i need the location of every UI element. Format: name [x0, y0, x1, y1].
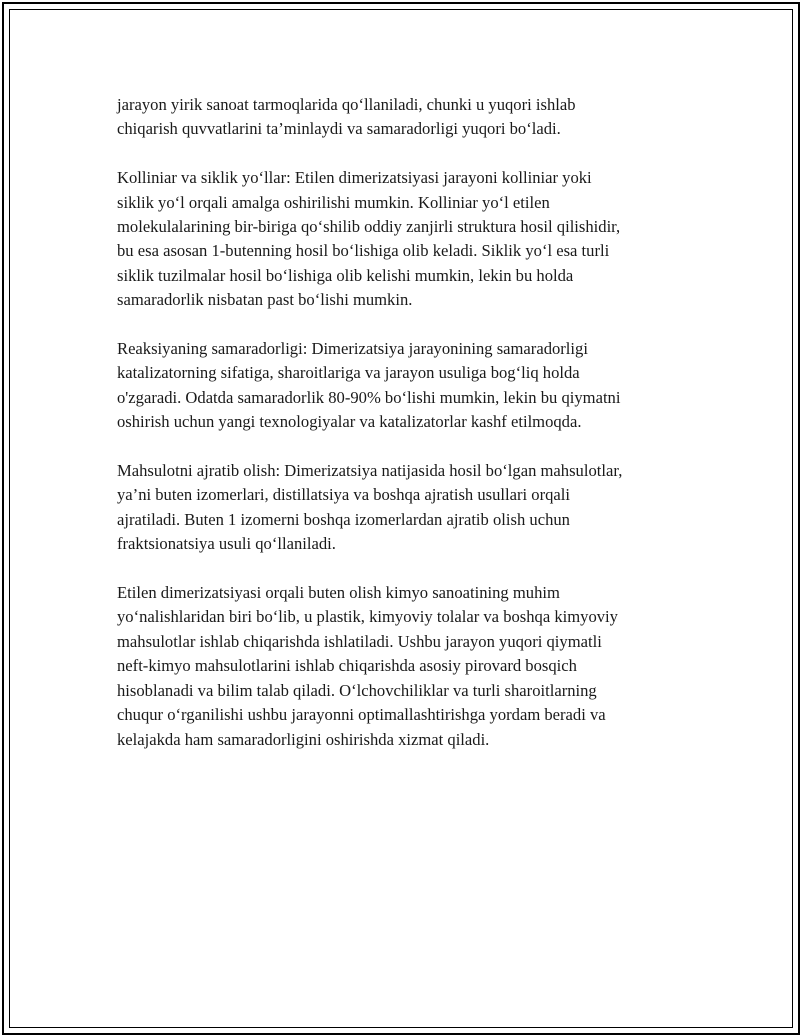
text-line: siklik yo‘l orqali amalga oshirilishi mumkin. Kolliniar yo‘l etilen: [117, 192, 550, 212]
text-line: Kolliniar va siklik yo‘llar: Etilen dimerizatsiyasi jarayoni kolliniar yoki: [117, 168, 592, 188]
text-line: fraktsionatsiya usuli qo‘llaniladi.: [117, 534, 336, 554]
text-line: hisoblanadi va bilim talab qiladi. O‘lchovchiliklar va turli sharoitlarning: [117, 680, 597, 700]
text-line: jarayon yirik sanoat tarmoqlarida qo‘llaniladi, chunki u yuqori ishlab: [117, 95, 576, 114]
paragraph-reaction-efficiency: [117, 337, 697, 435]
text-line: katalizatorning sifatiga, sharoitlariga va jarayon usuliga bog‘liq holda: [117, 363, 580, 383]
text-line: oshirish uchun yangi texnologiyalar va katalizatorlar kashf etilmoqda.: [117, 412, 582, 432]
paragraph-intro-continuation: [117, 93, 697, 142]
text-line: kelajakda ham samaradorligini oshirishda xizmat qiladi.: [117, 729, 490, 749]
text-line: ya’ni buten izomerlari, distillatsiya va boshqa ajratish usullari orqali: [117, 485, 570, 505]
text-line: Mahsulotni ajratib olish: Dimerizatsiya natijasida hosil bo‘lgan mahsulotlar,: [117, 461, 623, 481]
text-line: chuqur o‘rganilishi ushbu jarayonni optimallashtirishga yordam beradi va: [117, 705, 606, 725]
text-line: samaradorlik nisbatan past bo‘lishi mumkin.: [117, 290, 413, 310]
paragraph-conclusion: [117, 581, 697, 752]
text-line: molekulalarining bir-biriga qo‘shilib oddiy zanjirli struktura hosil qilishidir,: [117, 217, 621, 237]
text-line: siklik tuzilmalar hosil bo‘lishiga olib kelishi mumkin, lekin bu holda: [117, 265, 574, 285]
text-line: Reaksiyaning samaradorligi: Dimerizatsiya jarayonining samaradorligi: [117, 339, 588, 359]
text-line: ajratiladi. Buten 1 izomerni boshqa izomerlardan ajratib olish uchun: [117, 509, 570, 529]
document-body: [117, 93, 697, 776]
paragraph-product-separation: [117, 459, 697, 557]
paragraph-collinear-cyclic: [117, 166, 697, 312]
text-line: mahsulotlar ishlab chiqarishda ishlatiladi. Ushbu jarayon yuqori qiymatli: [117, 631, 602, 651]
text-line: neft-kimyo mahsulotlarini ishlab chiqarishda asosiy pirovard bosqich: [117, 656, 577, 676]
text-line: Etilen dimerizatsiyasi orqali buten olish kimyo sanoatining muhim: [117, 583, 560, 603]
text-line: bu esa asosan 1-butenning hosil bo‘lishiga olib keladi. Siklik yo‘l esa turli: [117, 241, 610, 261]
text-line: o'zgaradi. Odatda samaradorlik 80-90% bo‘lishi mumkin, lekin bu qiymatni: [117, 387, 621, 407]
text-line: chiqarish quvvatlarini ta’minlaydi va samaradorligi yuqori bo‘ladi.: [117, 119, 561, 139]
text-line: yo‘nalishlaridan biri bo‘lib, u plastik, kimyoviy tolalar va boshqa kimyoviy: [117, 607, 618, 627]
